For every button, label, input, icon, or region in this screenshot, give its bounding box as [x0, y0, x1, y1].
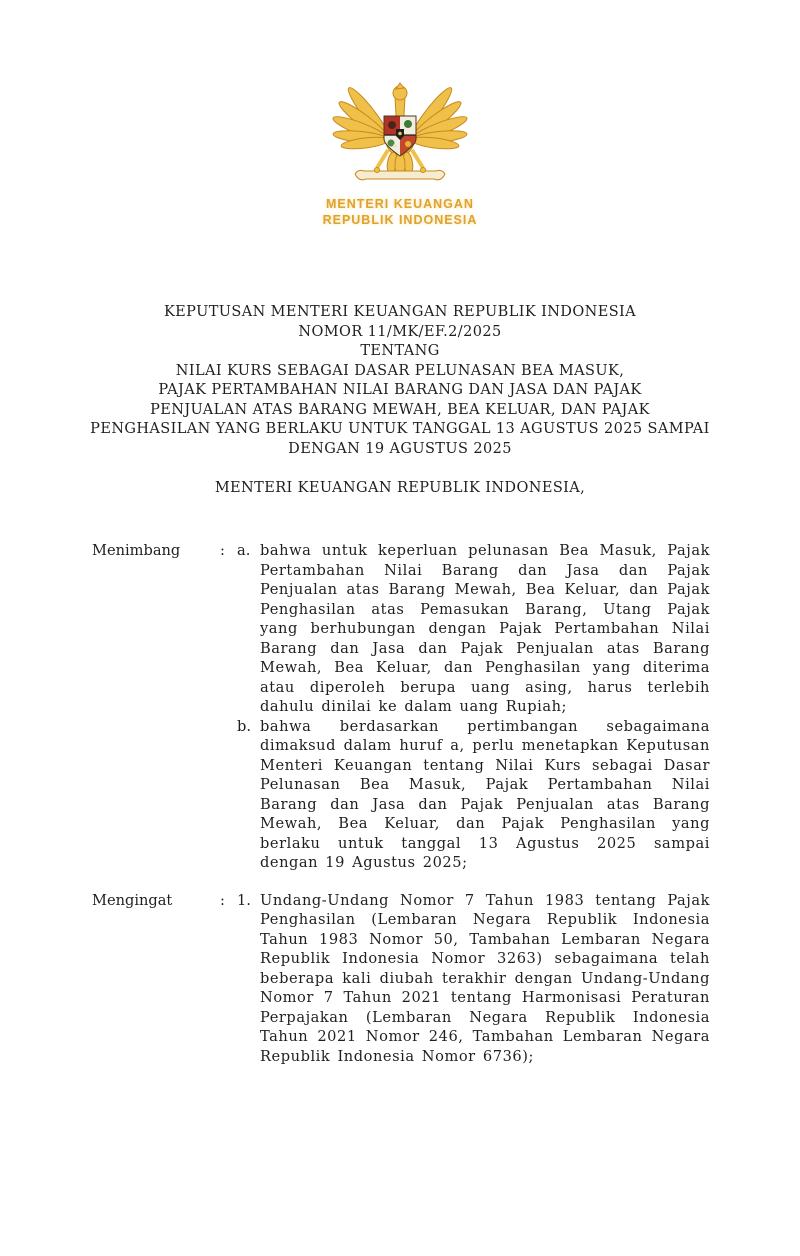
section-menimbang [92, 541, 710, 873]
decree-number: NOMOR 11/MK/EF.2/2025 [298, 323, 502, 340]
section-mengingat [92, 891, 710, 1067]
item-marker: b. [237, 717, 251, 735]
title-line: PENGHASILAN YANG BERLAKU UNTUK TANGGAL 13 AGUSTUS 2025 SAMPAI [90, 421, 710, 437]
decree-title [60, 303, 740, 459]
item-marker: 1. [237, 891, 251, 909]
title-line: TENTANG [360, 343, 440, 359]
consideration-item-a [237, 541, 710, 717]
title-line: NILAI KURS SEBAGAI DASAR PELUNASAN BEA MASUK, [175, 362, 625, 379]
body-sections [92, 541, 710, 1066]
letterhead-line-ministry: MENTERI KEUANGAN [326, 197, 474, 211]
garuda-pancasila-emblem-icon [325, 78, 475, 188]
title-line: PENJUALAN ATAS BARANG MEWAH, BEA KELUAR, DAN PAJAK [150, 401, 650, 418]
section-colon: : [220, 891, 225, 909]
letterhead-line-republic: REPUBLIK INDONESIA [322, 213, 478, 227]
letterhead [0, 196, 800, 228]
title-line: PAJAK PERTAMBAHAN NILAI BARANG DAN JASA DAN PAJAK [158, 382, 642, 398]
opening-line: MENTERI KEUANGAN REPUBLIK INDONESIA, [214, 480, 586, 496]
item-text: Undang-Undang Nomor 7 Tahun 1983 tentang Pajak Penghasilan (Lembaran Negara Republik Indonesia Tahun 1983 Nomor 50, Tambahan Lembaran Negara Republik Indonesia Nomor 3263) sebagaimana telah beberapa kali diubah terakhir dengan Undang-Undang Nomor 7 Tahun 2021 tentang Harmonisasi Peraturan Perpajakan (Lembaran Negara Republik Indonesia Tahun 2021 Nomor 246, Tambahan Lembaran Negara Republik Indonesia Nomor 6736); [260, 891, 710, 1065]
title-line: DENGAN 19 AGUSTUS 2025 [288, 440, 512, 457]
item-text: bahwa berdasarkan pertimbangan sebagaimana dimaksud dalam huruf a, perlu menetapkan Keputusan Menteri Keuangan tentang Nilai Kurs sebagai Dasar Pelunasan Bea Masuk, Pajak Pertambahan Nilai Barang dan Jasa dan Pajak Penjualan atas Barang Mewah, Bea Keluar, dan Pajak Penghasilan yang berlaku untuk tanggal 13 Agustus 2025 sampai dengan 19 Agustus 2025; [260, 717, 710, 871]
garuda-pancasila-svg [325, 78, 475, 188]
legal-basis-item-1 [237, 891, 710, 1067]
section-label: Menimbang [92, 542, 181, 559]
title-line: KEPUTUSAN MENTERI KEUANGAN REPUBLIK INDONESIA [163, 304, 637, 320]
section-colon: : [220, 542, 225, 559]
item-text: bahwa untuk keperluan pelunasan Bea Masuk, Pajak Pertambahan Nilai Barang dan Jasa dan Pajak Penjualan atas Barang Mewah, Bea Keluar, dan Pajak Penghasilan atas Pemasukan Barang, Utang Pajak yang berhubungan dengan Pajak Pertambahan Nilai Barang dan Jasa dan Pajak Penjualan atas Barang Mewah, Bea Keluar, dan Penghasilan yang diterima atau diperoleh berupa uang asing, harus terlebih dahulu dinilai ke dalam uang Rupiah; [260, 542, 710, 715]
consideration-item-b [237, 717, 710, 873]
section-label: Mengingat [92, 891, 173, 909]
item-marker: a. [237, 542, 251, 559]
